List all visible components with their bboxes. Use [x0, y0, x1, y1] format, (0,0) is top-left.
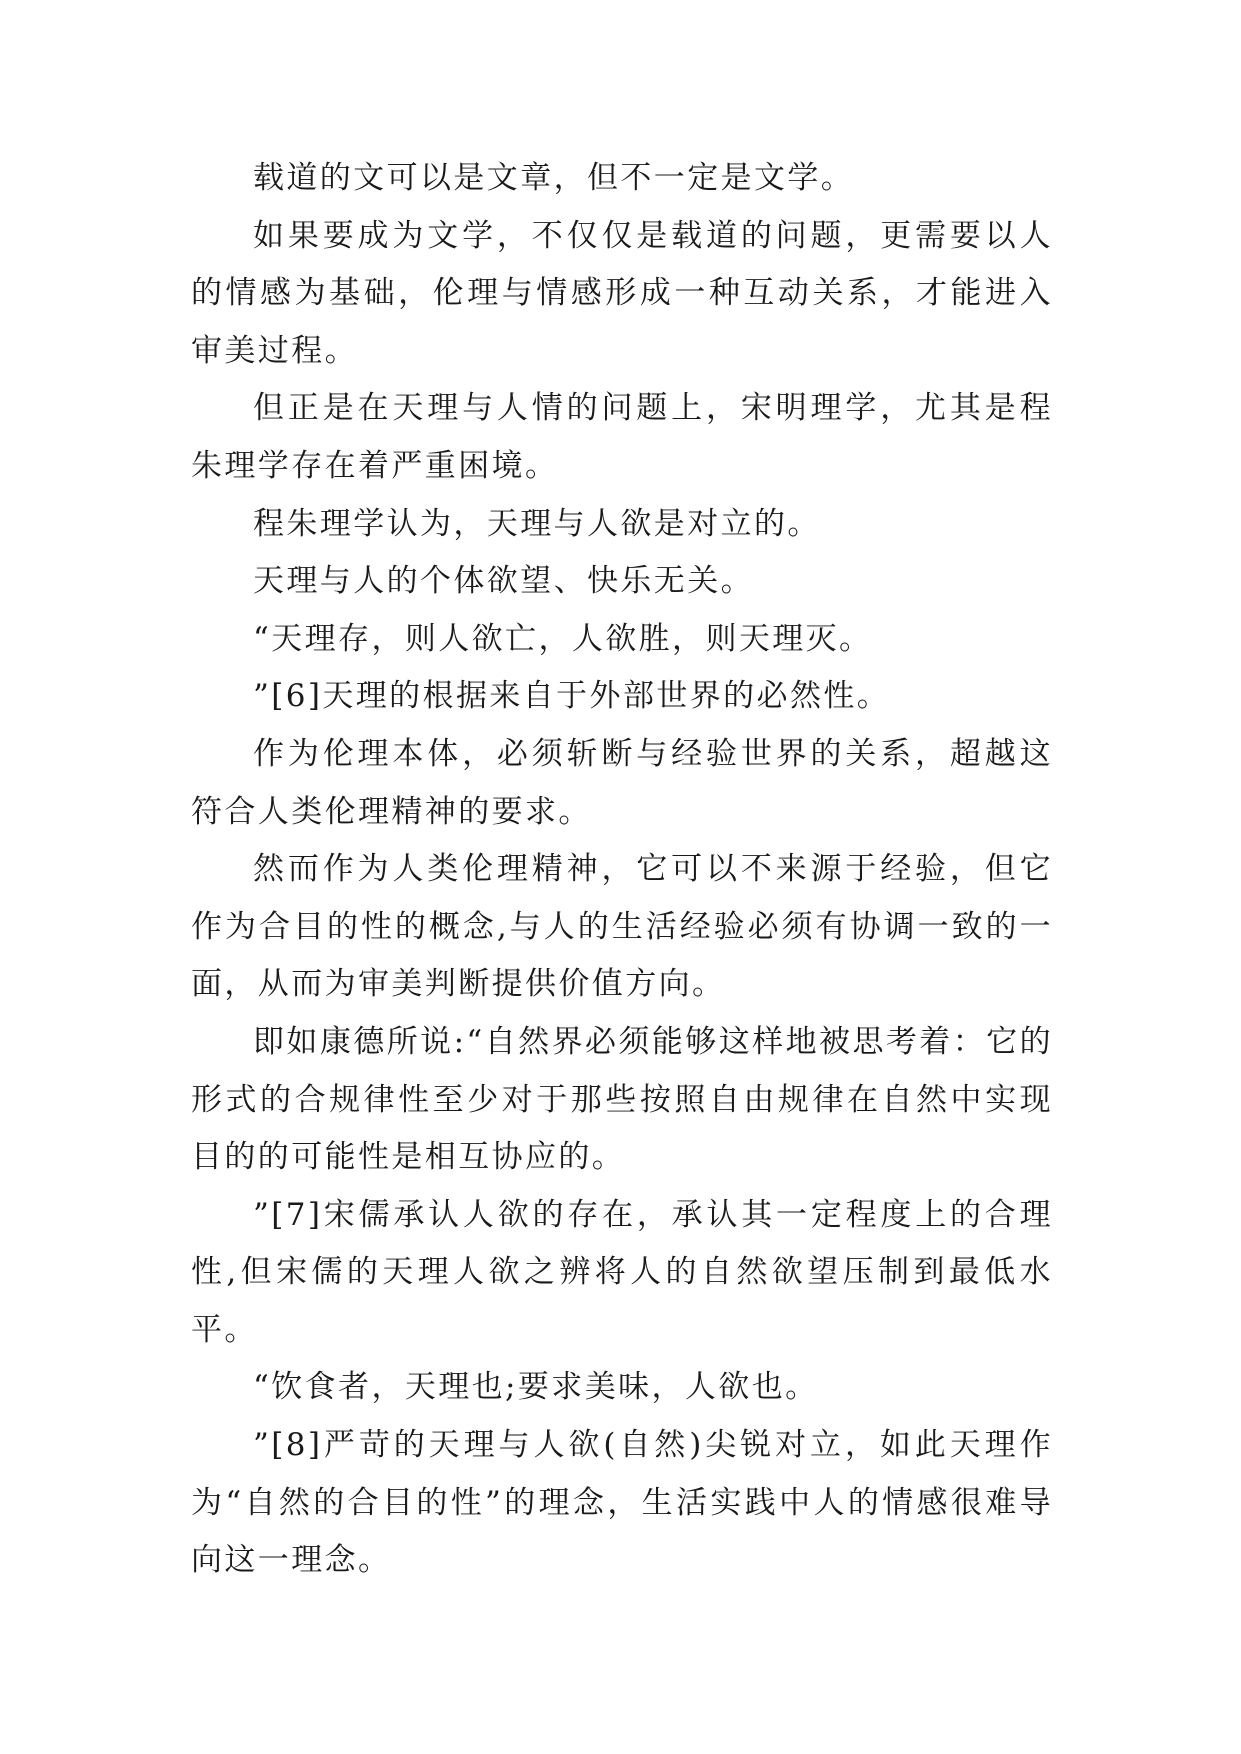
- paragraph-13: ”[8]严苛的天理与人欲(自然)尖锐对立，如此天理作为“自然的合目的性”的理念，生活实践中人的情感很难导向这一理念。: [191, 1427, 1053, 1579]
- paragraph-4: 程朱理学认为，天理与人欲是对立的。: [253, 505, 821, 542]
- paragraph-11: ”[7]宋儒承认人欲的存在，承认其一定程度上的合理性,但宋儒的天理人欲之辨将人的自然欲望压制到最低水平。: [191, 1196, 1053, 1348]
- paragraph-8: 作为伦理本体，必须斩断与经验世界的关系，超越这符合人类伦理精神的要求。: [191, 735, 1053, 830]
- paragraph-9: 然而作为人类伦理精神，它可以不来源于经验，但它作为合目的性的概念,与人的生活经验必须有协调一致的一面，从而为审美判断提供价值方向。: [191, 851, 1053, 1003]
- paragraph-6: “天理存，则人欲亡，人欲胜，则天理灭。: [253, 620, 873, 657]
- paragraph-1: 载道的文可以是文章，但不一定是文学。: [253, 160, 855, 196]
- paragraph-7: ”[6]天理的根据来自于外部世界的必然性。: [253, 678, 891, 715]
- body-text: [191, 150, 1053, 1590]
- paragraph-10: 即如康德所说:“自然界必须能够这样地被思考着：它的形式的合规律性至少对于那些按照自由规律在自然中实现目的的可能性是相互协应的。: [191, 1023, 1053, 1176]
- paragraph-2: 如果要成为文学，不仅仅是载道的问题，更需要以人的情感为基础，伦理与情感形成一种互动关系，才能进入审美过程。: [191, 217, 1053, 369]
- paragraph-3: 但正是在天理与人情的问题上，宋明理学，尤其是程朱理学存在着严重困境。: [191, 390, 1053, 484]
- paragraph-5: 天理与人的个体欲望、快乐无关。: [253, 563, 754, 600]
- paragraph-12: “饮食者，天理也;要求美味，人欲也。: [253, 1369, 819, 1406]
